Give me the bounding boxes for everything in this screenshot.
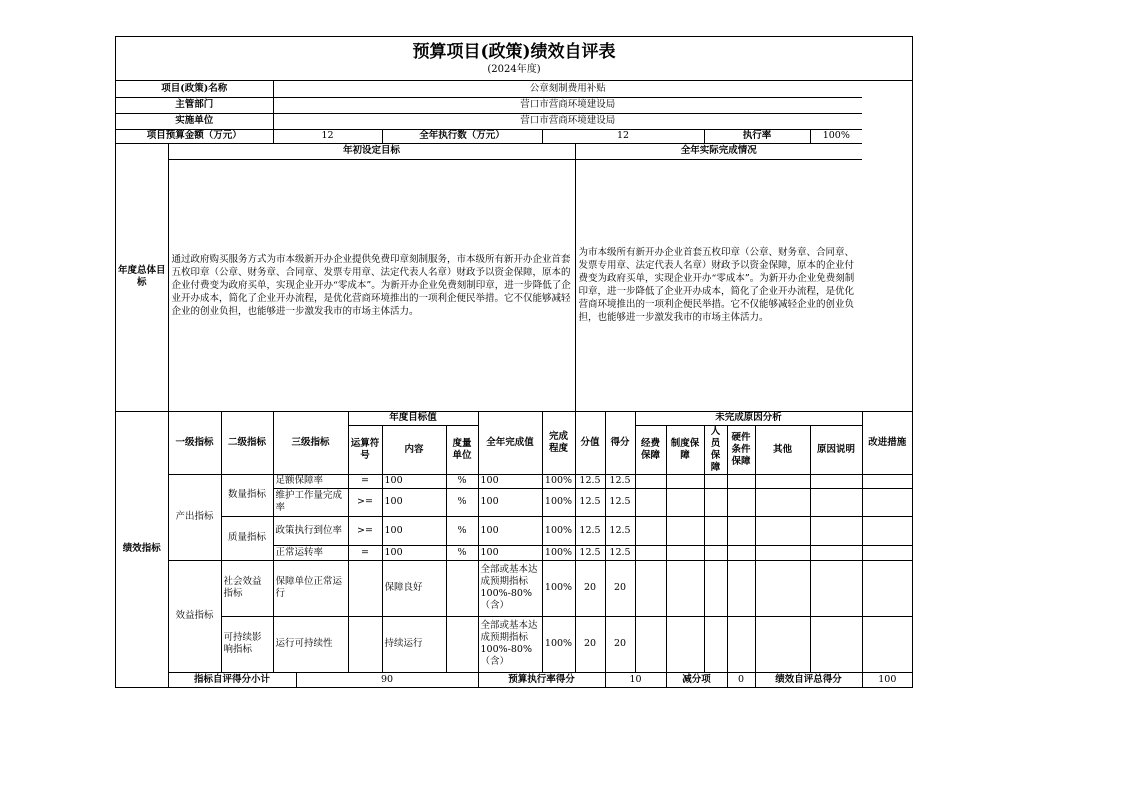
operator-cell	[348, 560, 382, 616]
weight-cell: 12.5	[575, 488, 605, 516]
level3-cell: 维护工作量完成率	[273, 488, 348, 516]
header-score: 得分	[605, 411, 635, 474]
unit-cell: %	[446, 474, 478, 488]
table-row	[116, 474, 912, 488]
completed-cell: 100	[478, 474, 542, 488]
actual-header: 全年实际完成情况	[575, 143, 862, 159]
level2-quantity: 数量指标	[221, 474, 273, 516]
header-reason-analysis: 未完成原因分析	[635, 411, 862, 425]
level2-social: 社会效益指标	[221, 560, 273, 616]
weight-cell: 20	[575, 616, 605, 672]
rate-label: 执行率	[704, 129, 810, 143]
title-band	[116, 37, 912, 81]
evaluation-sheet	[115, 36, 913, 688]
total-label: 绩效自评总得分	[755, 672, 862, 687]
completed-cell: 全部或基本达成预期指标100%-80%（含）	[478, 560, 542, 616]
rate-value: 100%	[810, 129, 862, 143]
degree-cell: 100%	[542, 516, 575, 545]
level3-cell: 运行可持续性	[273, 616, 348, 672]
unit-cell: %	[446, 516, 478, 545]
header-weight: 分值	[575, 411, 605, 474]
content-cell: 100	[382, 516, 446, 545]
level3-cell: 正常运转率	[273, 545, 348, 560]
level2-quality: 质量指标	[221, 516, 273, 560]
content-cell: 保障良好	[382, 560, 446, 616]
operator-cell: >=	[348, 488, 382, 516]
header-level2: 二级指标	[221, 411, 273, 474]
operator-cell: =	[348, 545, 382, 560]
header-r-staff: 人员保障	[704, 425, 727, 474]
score-cell: 12.5	[605, 474, 635, 488]
unit-cell: %	[446, 488, 478, 516]
header-r-explain: 原因说明	[810, 425, 862, 474]
header-level3: 三级指标	[273, 411, 348, 474]
content-cell: 100	[382, 488, 446, 516]
degree-cell: 100%	[542, 616, 575, 672]
content-cell: 100	[382, 545, 446, 560]
page-subtitle: (2024年度)	[487, 64, 541, 75]
budget-value: 12	[273, 129, 382, 143]
header-annual-target: 年度目标值	[348, 411, 478, 425]
goals-side-label: 年度总体目标	[116, 143, 168, 411]
evaluation-table	[116, 81, 912, 688]
weight-cell: 12.5	[575, 474, 605, 488]
project-name-label: 项目(政策)名称	[116, 81, 273, 97]
table-row	[116, 616, 912, 672]
total-value: 100	[862, 672, 912, 687]
target-text: 通过政府购买服务方式为市本级新开办企业提供免费印章刻制服务，市本级所有新开办企业首套五枚印章（公章、财务章、合同章、发票专用章、法定代表人名章）财政予以资金保障，原本的企业付费变为政府买单，实现企业开办“零成本”。为新开办企业免费刻制印章，进一步降低了企业开办成本，简化了企业开办流程，是优化营商环境推出的一项利企便民举措。它不仅能够减轻企业的创业负担，也能够进一步激发我市的市场主体活力。	[168, 159, 575, 411]
exec-value: 12	[542, 129, 704, 143]
subtotal-value: 90	[296, 672, 478, 687]
header-completed: 全年完成值	[478, 411, 542, 474]
level3-cell: 政策执行到位率	[273, 516, 348, 545]
level1-output: 产出指标	[168, 474, 221, 560]
degree-cell: 100%	[542, 488, 575, 516]
unit-label: 实施单位	[116, 113, 273, 129]
score-cell: 20	[605, 560, 635, 616]
deduct-label: 减分项	[666, 672, 727, 687]
budget-score-value: 10	[605, 672, 666, 687]
unit-cell	[446, 560, 478, 616]
completed-cell: 100	[478, 488, 542, 516]
score-cell: 12.5	[605, 545, 635, 560]
level3-cell: 保障单位正常运行	[273, 560, 348, 616]
header-r-funding: 经费保障	[635, 425, 666, 474]
page-title: 预算项目(政策)绩效自评表	[412, 42, 616, 62]
score-cell: 12.5	[605, 516, 635, 545]
dept-label: 主管部门	[116, 97, 273, 113]
header-unit: 度量单位	[446, 425, 478, 474]
score-cell: 12.5	[605, 488, 635, 516]
unit-value: 营口市营商环境建设局	[273, 113, 862, 129]
operator-cell: =	[348, 474, 382, 488]
header-r-hardware: 硬件条件保障	[727, 425, 755, 474]
header-degree: 完成程度	[542, 411, 575, 474]
completed-cell: 100	[478, 516, 542, 545]
header-level1: 一级指标	[168, 411, 221, 474]
table-row	[116, 560, 912, 616]
weight-cell: 20	[575, 560, 605, 616]
header-improve: 改进措施	[862, 411, 912, 474]
unit-cell: %	[446, 545, 478, 560]
level2-sustain: 可持续影响指标	[221, 616, 273, 672]
header-content: 内容	[382, 425, 446, 474]
score-cell: 20	[605, 616, 635, 672]
operator-cell: >=	[348, 516, 382, 545]
budget-label: 项目预算金额（万元）	[116, 129, 273, 143]
header-r-system: 制度保障	[666, 425, 704, 474]
content-cell: 100	[382, 474, 446, 488]
actual-text: 为市本级所有新开办企业首套五枚印章（公章、财务章、合同章、发票专用章、法定代表人名章）财政予以资金保障，原本的企业付费变为政府买单，实现企业开办“零成本”。为新开办企业免费刻制印章，进一步降低了企业开办成本，简化了企业开办流程，是优化营商环境推出的一项利企便民举措。它不仅能够减轻企业的创业负担，也能够进一步激发我市的市场主体活力。	[575, 159, 862, 411]
level3-cell: 足额保障率	[273, 474, 348, 488]
level1-benefit: 效益指标	[168, 560, 221, 672]
weight-cell: 12.5	[575, 545, 605, 560]
completed-cell: 100	[478, 545, 542, 560]
table-row	[116, 516, 912, 545]
indicators-side-label: 绩效指标	[116, 411, 168, 687]
header-operator: 运算符号	[348, 425, 382, 474]
target-header: 年初设定目标	[168, 143, 575, 159]
content-cell: 持续运行	[382, 616, 446, 672]
header-r-other: 其他	[755, 425, 810, 474]
degree-cell: 100%	[542, 545, 575, 560]
project-name-value: 公章刻制费用补贴	[273, 81, 862, 97]
degree-cell: 100%	[542, 560, 575, 616]
subtotal-label: 指标自评得分小计	[168, 672, 296, 687]
deduct-value: 0	[727, 672, 755, 687]
operator-cell	[348, 616, 382, 672]
exec-label: 全年执行数（万元）	[382, 129, 542, 143]
dept-value: 营口市营商环境建设局	[273, 97, 862, 113]
unit-cell	[446, 616, 478, 672]
degree-cell: 100%	[542, 474, 575, 488]
budget-score-label: 预算执行率得分	[478, 672, 605, 687]
weight-cell: 12.5	[575, 516, 605, 545]
completed-cell: 全部或基本达成预期指标100%-80%（含）	[478, 616, 542, 672]
